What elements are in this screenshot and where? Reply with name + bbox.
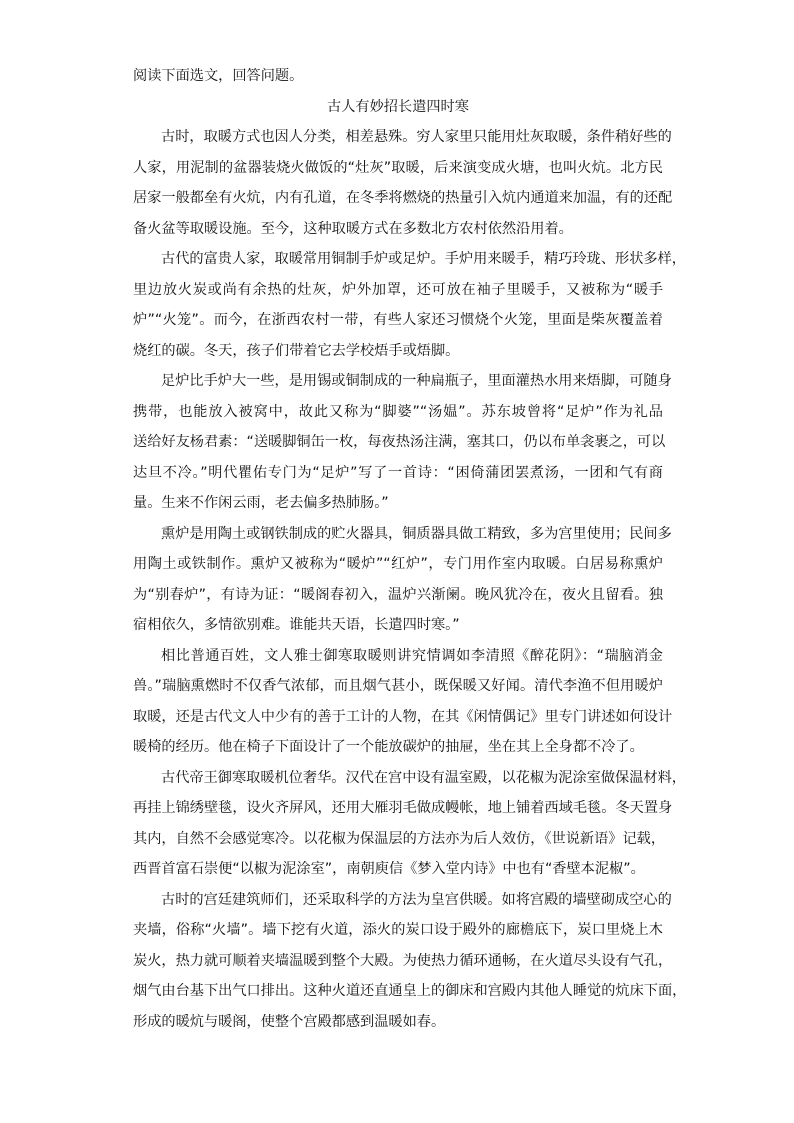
text-line: 兽。”瑞脑熏燃时不仅香气浓郁，而且烟气甚小，既保暖又好闻。清代李渔不但用暖炉 bbox=[133, 678, 663, 694]
text-line: 达旦不冷。”明代瞿佑专门为“足炉”写了一首诗：“困倚蒲团罢煮汤，一团和气有商 bbox=[133, 464, 663, 481]
text-line: 夹墙，俗称“火墙”。墙下挖有火道，添火的炭口设于殿外的廊檐底下，炭口里烧上木 bbox=[133, 922, 663, 938]
text-line: 送给好友杨君素：“送暖脚铜缶一枚，每夜热汤注满，塞其口，仍以布单衾裹之，可以 bbox=[133, 434, 666, 450]
text-line: 其内，自然不会感觉寒冷。以花椒为保温层的方法亦为后人效仿，《世说新语》记载， bbox=[133, 830, 666, 847]
paragraph bbox=[133, 122, 673, 244]
paragraph bbox=[133, 366, 672, 519]
text-line: 取暖，还是古代文人中少有的善于工计的人物，在其《闲情偶记》里专门讲述如何设计 bbox=[133, 708, 673, 725]
text-line: 炭火，热力就可顺着夹墙温暖到整个大殿。为使热力循环通畅，在火道尽头设有气孔， bbox=[133, 952, 673, 969]
text-line: 人家，用泥制的盆器装烧火做饭的“灶灰”取暖，后来演变成火塘，也叫火炕。北方民 bbox=[133, 159, 663, 176]
text-line: 熏炉是用陶土或钢铁制成的贮火器具，铜质器具做工精致，多为宫里使用；民间多 bbox=[161, 525, 672, 542]
text-line: 量。生来不作闲云雨，老去偏多热肺肠。” bbox=[133, 495, 389, 511]
text-line: 古时，取暖方式也因人分类，相差悬殊。穷人家里只能用灶灰取暖，条件稍好些的 bbox=[161, 129, 672, 145]
text-line: 形成的暖炕与暖阁，使整个宫殿都感到温暖如春。 bbox=[133, 1013, 446, 1030]
text-line: 西晋首富石崇便“以椒为泥涂室”，南朝庾信《梦入堂内诗》中也有“香壁本泥椒”。 bbox=[133, 861, 645, 877]
text-line: 暖椅的经历。他在椅子下面设计了一个能放碳炉的抽屉，坐在其上全身都不冷了。 bbox=[133, 739, 644, 755]
text-line: 古代的富贵人家，取暖常用铜制手炉或足炉。手炉用来暖手，精巧玲珑、形状多样， bbox=[161, 251, 686, 267]
text-line: 古时的宫廷建筑师们，还采取科学的方法为皇宫供暖。如将宫殿的墙壁砌成空心的 bbox=[161, 891, 672, 908]
paragraph bbox=[133, 641, 673, 763]
text-line: 为“别春炉”，有诗为证：“暖阁春初入，温炉兴渐阑。晚风犹冷在，夜火且留看。独 bbox=[133, 586, 663, 603]
text-line: 用陶土或铁制作。熏炉又被称为“暖炉”“红炉”，专门用作室内取暖。白居易称熏炉 bbox=[133, 556, 663, 572]
text-line: 携带，也能放入被窝中，故此又称为“脚婆”“汤媪”。苏东坡曾将“足炉”作为礼品 bbox=[133, 403, 663, 420]
text-line: 里边放火炭或尚有余热的灶灰，炉外加罩，还可放在袖子里暖手，又被称为“暖手 bbox=[133, 281, 663, 298]
text-line: 古代帝王御寒取暖机位奢华。汉代在宫中设有温室殿，以花椒为泥涂室做保温材料， bbox=[161, 769, 686, 786]
text-line: 居家一般都垒有火炕，内有孔道，在冬季将燃烧的热量引入炕内通道来加温，有的还配 bbox=[133, 190, 673, 206]
text-line: 相比普通百姓，文人雅士御寒取暖则讲究情调如李清照《醉花阴》：“瑞脑消金 bbox=[161, 647, 663, 664]
text-line: 足炉比手炉大一些，是用锡或铜制成的一种扁瓶子，里面灌热水用来焐脚，可随身 bbox=[161, 373, 672, 389]
paragraph bbox=[133, 885, 687, 1038]
reading-prompt: 阅读下面选文，回答问题。 bbox=[133, 68, 304, 84]
article-title: 古人有妙招长遣四时寒 bbox=[327, 98, 469, 115]
text-line: 烟气由台基下出气口排出。这种火道还直通皇上的御床和宫殿内其他人睡觉的炕床下面， bbox=[133, 983, 687, 999]
document-body bbox=[133, 61, 687, 1037]
text-line: 宿相依久，多情欲别难。谁能共天语，长遣四时寒。” bbox=[133, 617, 460, 633]
text-line: 烧红的碳。冬天，孩子们带着它去学校焐手或焐脚。 bbox=[133, 342, 460, 359]
text-line: 备火盆等取暖设施。至今，这种取暖方式在多数北方农村依然沿用着。 bbox=[133, 220, 573, 237]
paragraph bbox=[133, 244, 686, 366]
text-line: 再挂上锦绣壁毯，设火齐屏风，还用大雁羽毛做成幔帐，地上铺着西域毛毯。冬天置身 bbox=[133, 800, 673, 816]
paragraph bbox=[133, 763, 686, 885]
text-line: 炉”“火笼”。而今，在浙西农村一带，有些人家还习惯烧个火笼，里面是柴灰覆盖着 bbox=[133, 312, 663, 328]
paragraph bbox=[133, 519, 672, 641]
